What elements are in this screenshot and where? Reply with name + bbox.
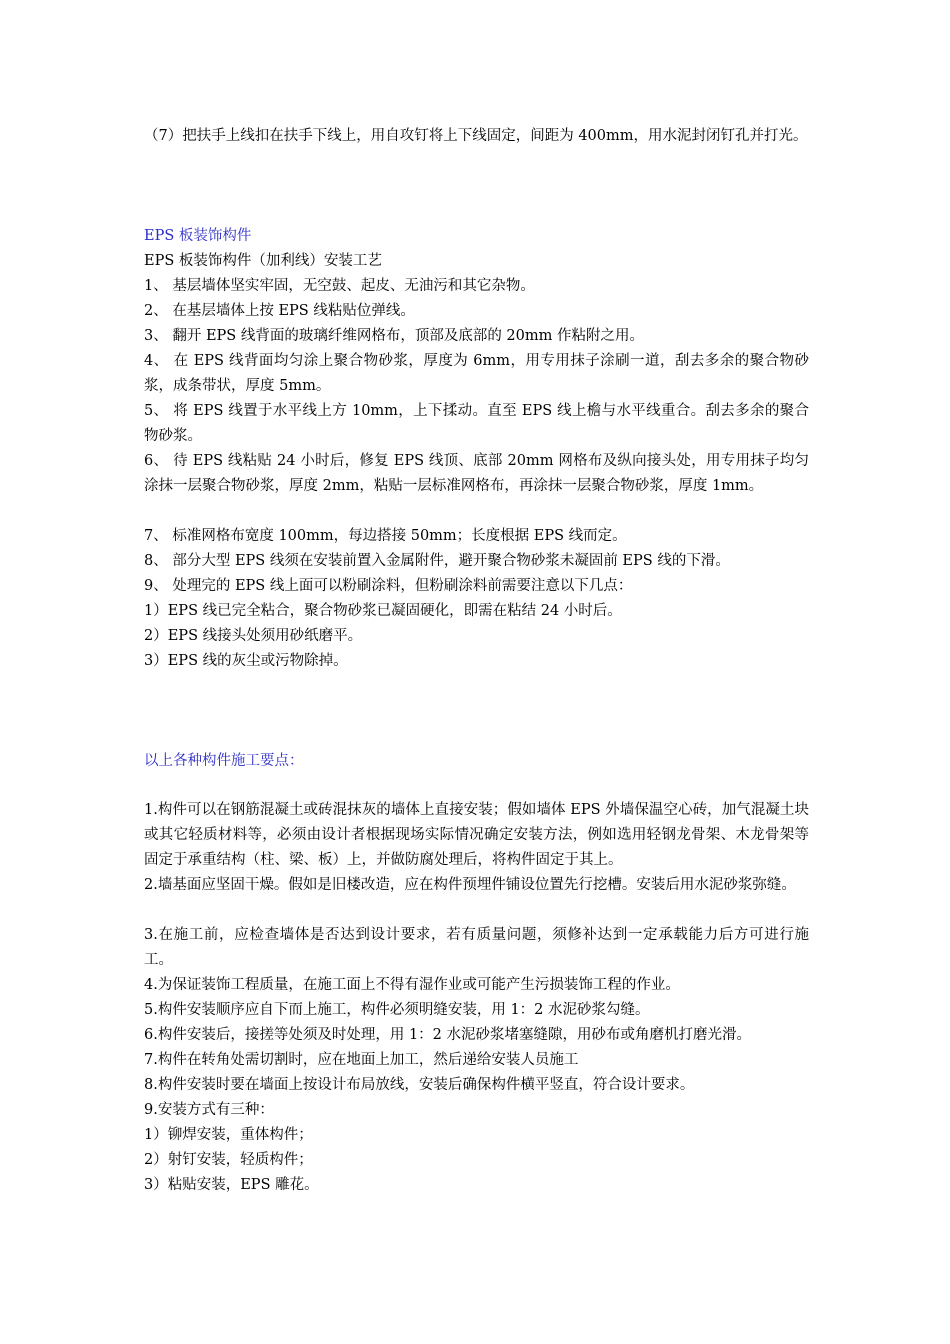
install-method-2: 2）射钉安装，轻质构件；: [144, 1152, 313, 1168]
general-point-5: 5.构件安装顺序应自下而上施工，构件必须明缝安装，用 1：2 水泥砂浆勾缝。: [144, 1002, 650, 1018]
eps-note-1: 1）EPS 线已完全粘合，聚合物砂浆已凝固硬化，即需在粘结 24 小时后。: [144, 603, 622, 619]
eps-step-9: 9、 处理完的 EPS 线上面可以粉刷涂料，但粉刷涂料前需要注意以下几点：: [144, 578, 633, 594]
eps-step-8: 8、 部分大型 EPS 线须在安装前置入金属附件，避开聚合物砂浆未凝固前 EPS 线的下滑。: [144, 553, 730, 569]
install-method-1: 1）铆焊安装，重体构件；: [144, 1127, 313, 1143]
general-point-7: 7.构件在转角处需切割时，应在地面上加工，然后递给安装人员施工: [144, 1052, 579, 1068]
eps-step-3: 3、 翻开 EPS 线背面的玻璃纤维网格布，顶部及底部的 20mm 作粘附之用。: [144, 328, 644, 344]
eps-section-heading: EPS 板装饰构件: [144, 228, 252, 244]
eps-step-4: 4、 在 EPS 线背面均匀涂上聚合物砂浆，厚度为 6mm，用专用抹子涂刷一道，刮去多余的聚合物砂浆，成条带状，厚度 5mm。: [144, 353, 809, 394]
eps-step-2: 2、 在基层墙体上按 EPS 线粘贴位弹线。: [144, 303, 415, 319]
general-point-3: 3.在施工前，应检查墙体是否达到设计要求，若有质量问题，须修补达到一定承载能力后方可进行施工。: [144, 927, 809, 968]
general-point-9: 9.安装方式有三种：: [144, 1102, 274, 1118]
install-method-3: 3）粘贴安装，EPS 雕花。: [144, 1177, 319, 1193]
general-point-2: 2.墙基面应坚固干燥。假如是旧楼改造，应在构件预埋件铺设位置先行挖槽。安装后用水泥砂浆弥缝。: [144, 877, 796, 893]
eps-step-1: 1、 基层墙体坚实牢固，无空鼓、起皮、无油污和其它杂物。: [144, 278, 535, 294]
general-point-1: 1.构件可以在钢筋混凝土或砖混抹灰的墙体上直接安装；假如墙体 EPS 外墙保温空心砖，加气混凝土块或其它轻质材料等，必须由设计者根据现场实际情况确定安装方法，例如选用轻钢龙骨架、木龙骨架等固定于承重结构（柱、梁、板）上，并做防腐处理后，将构件固定于其上。: [144, 802, 809, 868]
general-point-6: 6.构件安装后，接搓等处须及时处理，用 1：2 水泥砂浆堵塞缝隙，用砂布或角磨机打磨光滑。: [144, 1027, 751, 1043]
eps-note-3: 3）EPS 线的灰尘或污物除掉。: [144, 653, 348, 669]
general-section-heading: 以上各种构件施工要点：: [144, 753, 304, 769]
eps-step-6: 6、 待 EPS 线粘贴 24 小时后，修复 EPS 线顶、底部 20mm 网格布及纵向接头处，用专用抹子均匀涂抹一层聚合物砂浆，厚度 2mm，粘贴一层标准网格布，再涂抹一层聚合物砂浆，厚度 1mm。: [144, 453, 809, 494]
eps-section-subtitle: EPS 板装饰构件（加利线）安装工艺: [144, 253, 382, 269]
intro-step-7: （7）把扶手上线扣在扶手下线上，用自攻钉将上下线固定，间距为 400mm，用水泥封闭钉孔并打光。: [144, 128, 808, 144]
eps-step-5: 5、 将 EPS 线置于水平线上方 10mm，上下揉动。直至 EPS 线上檐与水平线重合。刮去多余的聚合物砂浆。: [144, 403, 809, 444]
general-point-4: 4.为保证装饰工程质量，在施工面上不得有湿作业或可能产生污损装饰工程的作业。: [144, 977, 680, 993]
eps-note-2: 2）EPS 线接头处须用砂纸磨平。: [144, 628, 363, 644]
general-point-8: 8.构件安装时要在墙面上按设计布局放线，安装后确保构件横平竖直，符合设计要求。: [144, 1077, 695, 1093]
eps-step-7: 7、 标准网格布宽度 100mm，每边搭接 50mm；长度根据 EPS 线而定。: [144, 528, 627, 544]
